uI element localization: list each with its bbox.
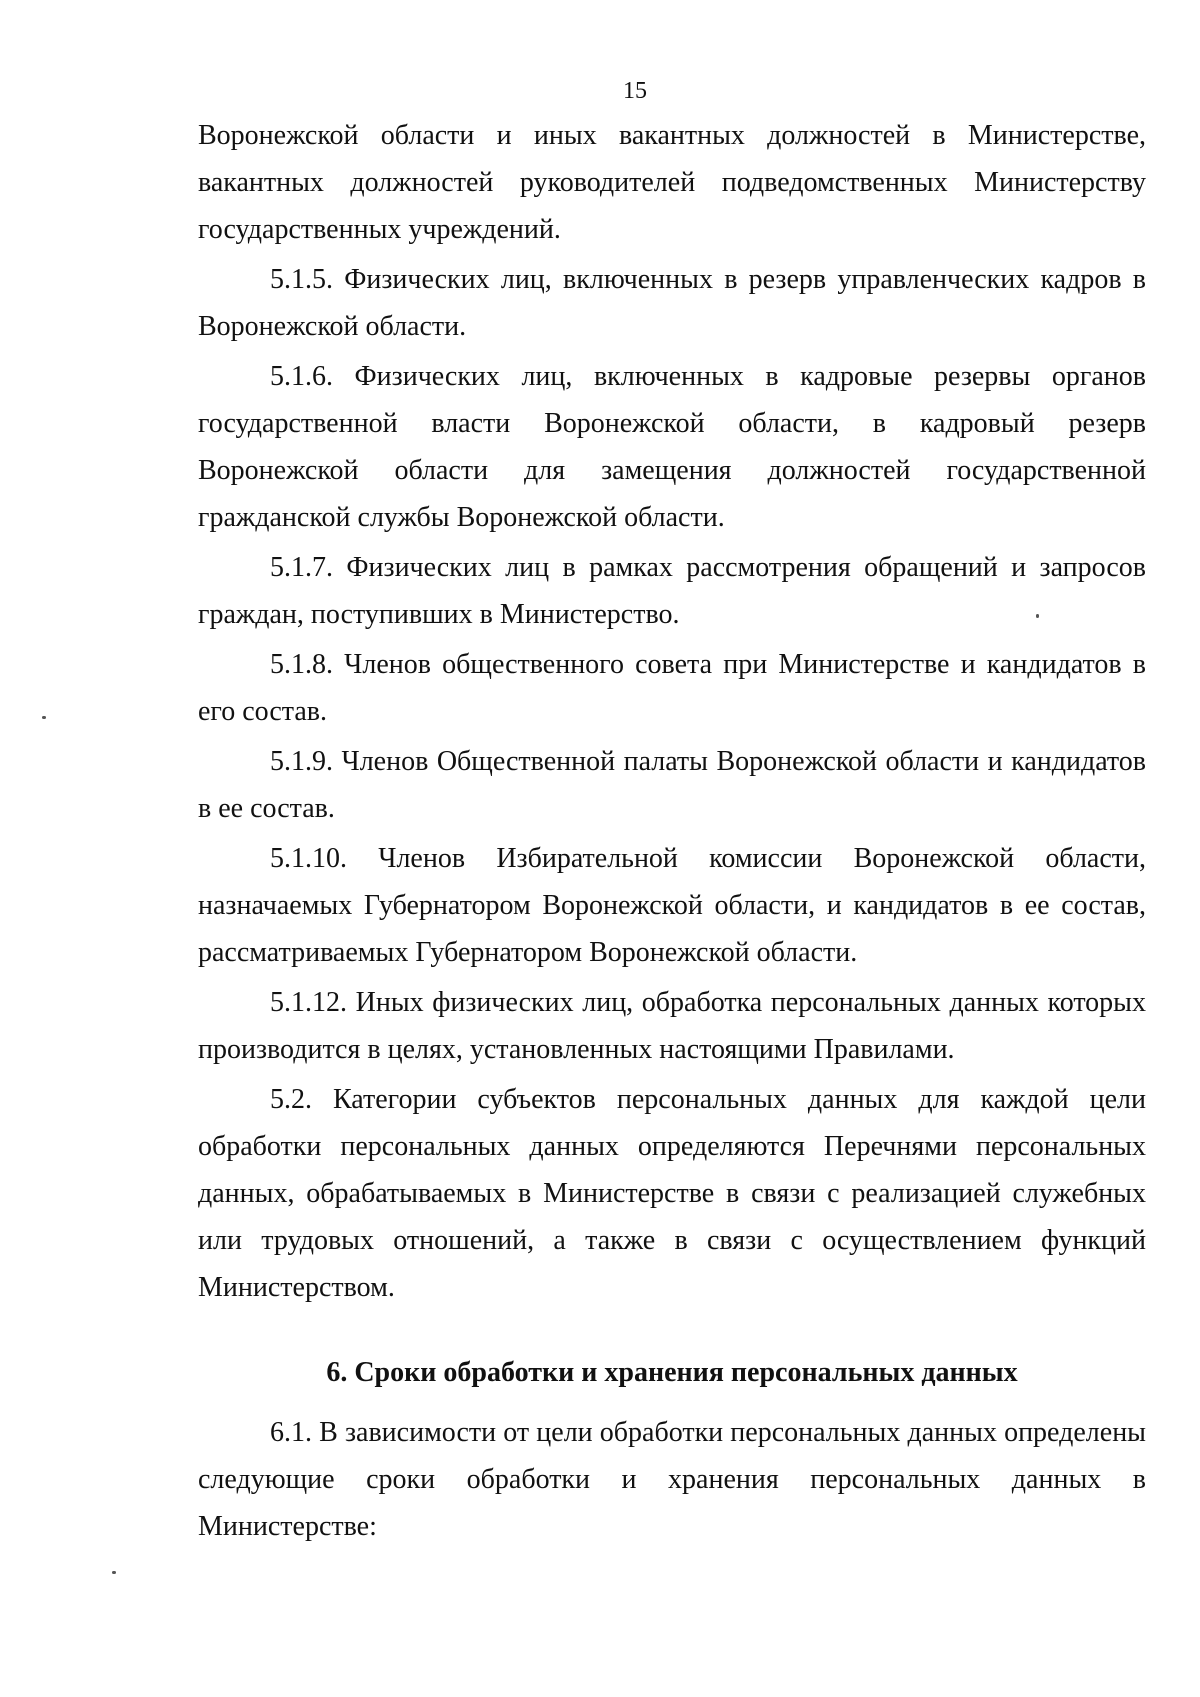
paragraph-5-1-9: 5.1.9. Членов Общественной палаты Воронежской области и кандидатов в ее состав. [198, 746, 1146, 824]
paragraph-5-1-10: 5.1.10. Членов Избирательной комиссии Воронежской области, назначаемых Губернатором Воронежской области, и кандидатов в ее состав, рассматриваемых Губернатором Воронежской области. [198, 843, 1146, 968]
section-6-heading: 6. Сроки обработки и хранения персональных данных [326, 1357, 1018, 1388]
paragraph-continuation: Воронежской области и иных вакантных должностей в Министерстве, вакантных должностей руководителей подведомственных Министерству государственных учреждений. [198, 120, 1146, 245]
page-number: 15 [623, 78, 647, 104]
document-body [198, 112, 1146, 1553]
scan-speck [112, 1571, 116, 1574]
paragraph-5-1-5: 5.1.5. Физических лиц, включенных в резерв управленческих кадров в Воронежской области. [198, 264, 1146, 342]
scan-speck [42, 716, 46, 719]
scan-speck [1036, 614, 1039, 618]
paragraph-6-1: 6.1. В зависимости от цели обработки персональных данных определены следующие сроки обработки и хранения персональных данных в Министерстве: [198, 1417, 1146, 1542]
paragraph-5-1-12: 5.1.12. Иных физических лиц, обработка персональных данных которых производится в целях, установленных настоящими Правилами. [198, 987, 1146, 1065]
paragraph-5-2: 5.2. Категории субъектов персональных данных для каждой цели обработки персональных данных определяются Перечнями персональных данных, обрабатываемых в Министерстве в связи с реализацией служебных или трудовых отношений, а также в связи с осуществлением функций Министерством. [198, 1084, 1146, 1303]
paragraph-5-1-7: 5.1.7. Физических лиц в рамках рассмотрения обращений и запросов граждан, поступивших в Министерство. [198, 552, 1146, 630]
paragraph-5-1-6: 5.1.6. Физических лиц, включенных в кадровые резервы органов государственной власти Воронежской области, в кадровый резерв Воронежской области для замещения должностей государственной гражданской службы Воронежской области. [198, 361, 1146, 533]
paragraph-5-1-8: 5.1.8. Членов общественного совета при Министерстве и кандидатов в его состав. [198, 649, 1146, 727]
